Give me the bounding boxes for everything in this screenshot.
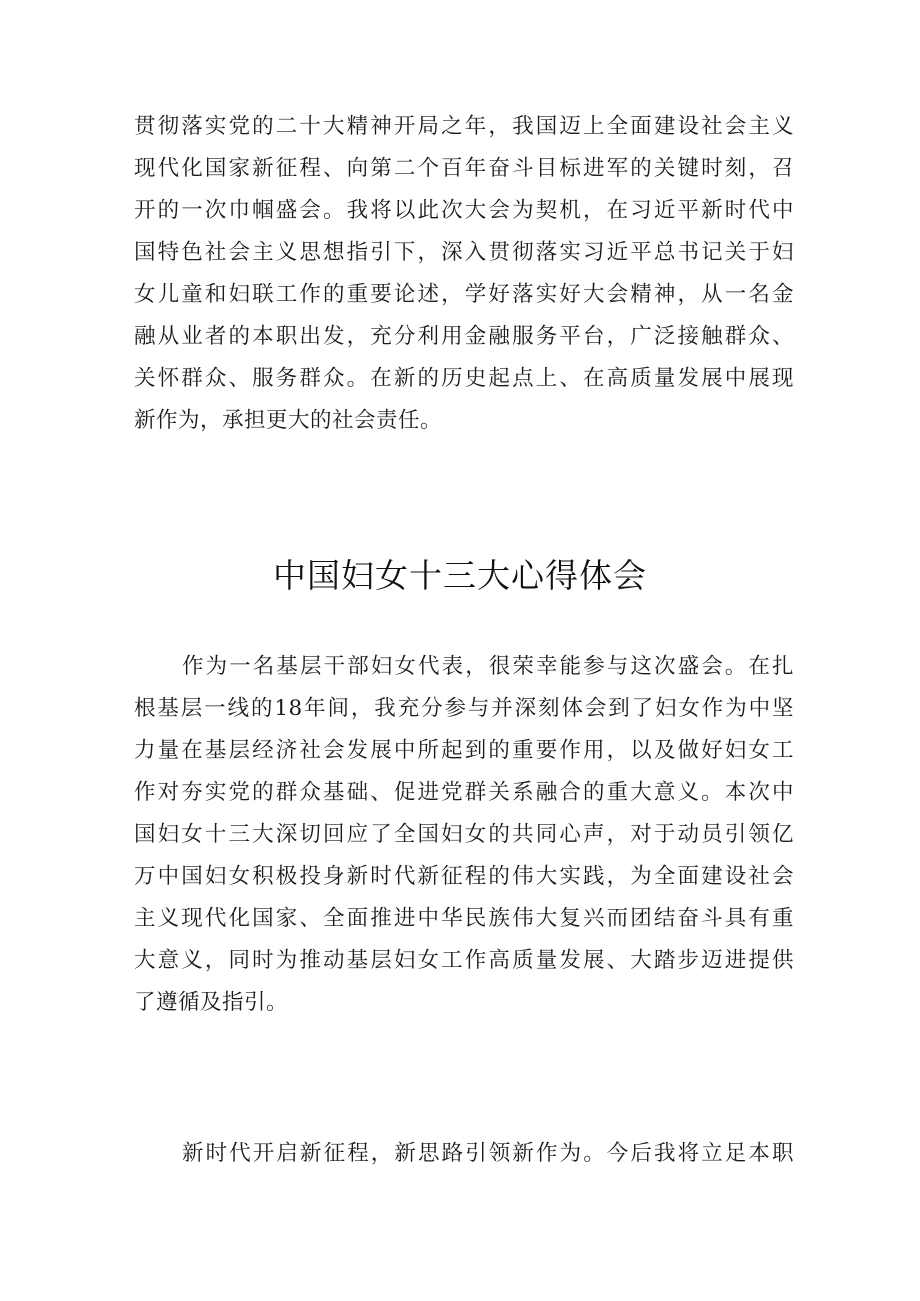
paragraph-line: 女儿童和妇联工作的重要论述，学好落实好大会精神，从一名金 <box>134 282 794 307</box>
paragraph-line: 了遵循及指引。 <box>134 990 289 1015</box>
paragraph-line: 新时代开启新征程，新思路引领新作为。今后我将立足本职 <box>182 1141 794 1166</box>
paragraph-line: 根基层一线的18年间，我充分参与并深刻体会到了妇女作为中坚 <box>134 696 794 721</box>
paragraph-line: 大意义，同时为推动基层妇女工作高质量发展、大踏步迈进提供 <box>134 948 794 973</box>
paragraph-line: 贯彻落实党的二十大精神开局之年，我国迈上全面建设社会主义 <box>134 114 794 139</box>
paragraph-1 <box>134 106 794 442</box>
paragraph-line: 开的一次巾帼盛会。我将以此次大会为契机，在习近平新时代中 <box>134 198 794 223</box>
paragraph-line: 国特色社会主义思想指引下，深入贯彻落实习近平总书记关于妇 <box>134 240 794 265</box>
paragraph-2 <box>134 646 794 1024</box>
paragraph-line: 主义现代化国家、全面推进中华民族伟大复兴而团结奋斗具有重 <box>134 906 794 931</box>
paragraph-line: 万中国妇女积极投身新时代新征程的伟大实践，为全面建设社会 <box>134 864 794 889</box>
paragraph-line: 力量在基层经济社会发展中所起到的重要作用，以及做好妇女工 <box>134 738 794 763</box>
section-title: 中国妇女十三大心得体会 <box>273 556 647 595</box>
paragraph-line: 作对夯实党的群众基础、促进党群关系融合的重大意义。本次中 <box>134 780 794 805</box>
paragraph-line: 国妇女十三大深切回应了全国妇女的共同心声，对于动员引领亿 <box>134 822 794 847</box>
paragraph-line: 关怀群众、服务群众。在新的历史起点上、在高质量发展中展现 <box>134 366 794 391</box>
paragraph-line: 现代化国家新征程、向第二个百年奋斗目标进军的关键时刻，召 <box>134 156 794 181</box>
paragraph-line: 新作为，承担更大的社会责任。 <box>134 408 443 433</box>
paragraph-3 <box>134 1133 794 1175</box>
paragraph-line: 作为一名基层干部妇女代表，很荣幸能参与这次盛会。在扎 <box>182 654 794 679</box>
paragraph-line: 融从业者的本职出发，充分利用金融服务平台，广泛接触群众、 <box>134 324 794 349</box>
